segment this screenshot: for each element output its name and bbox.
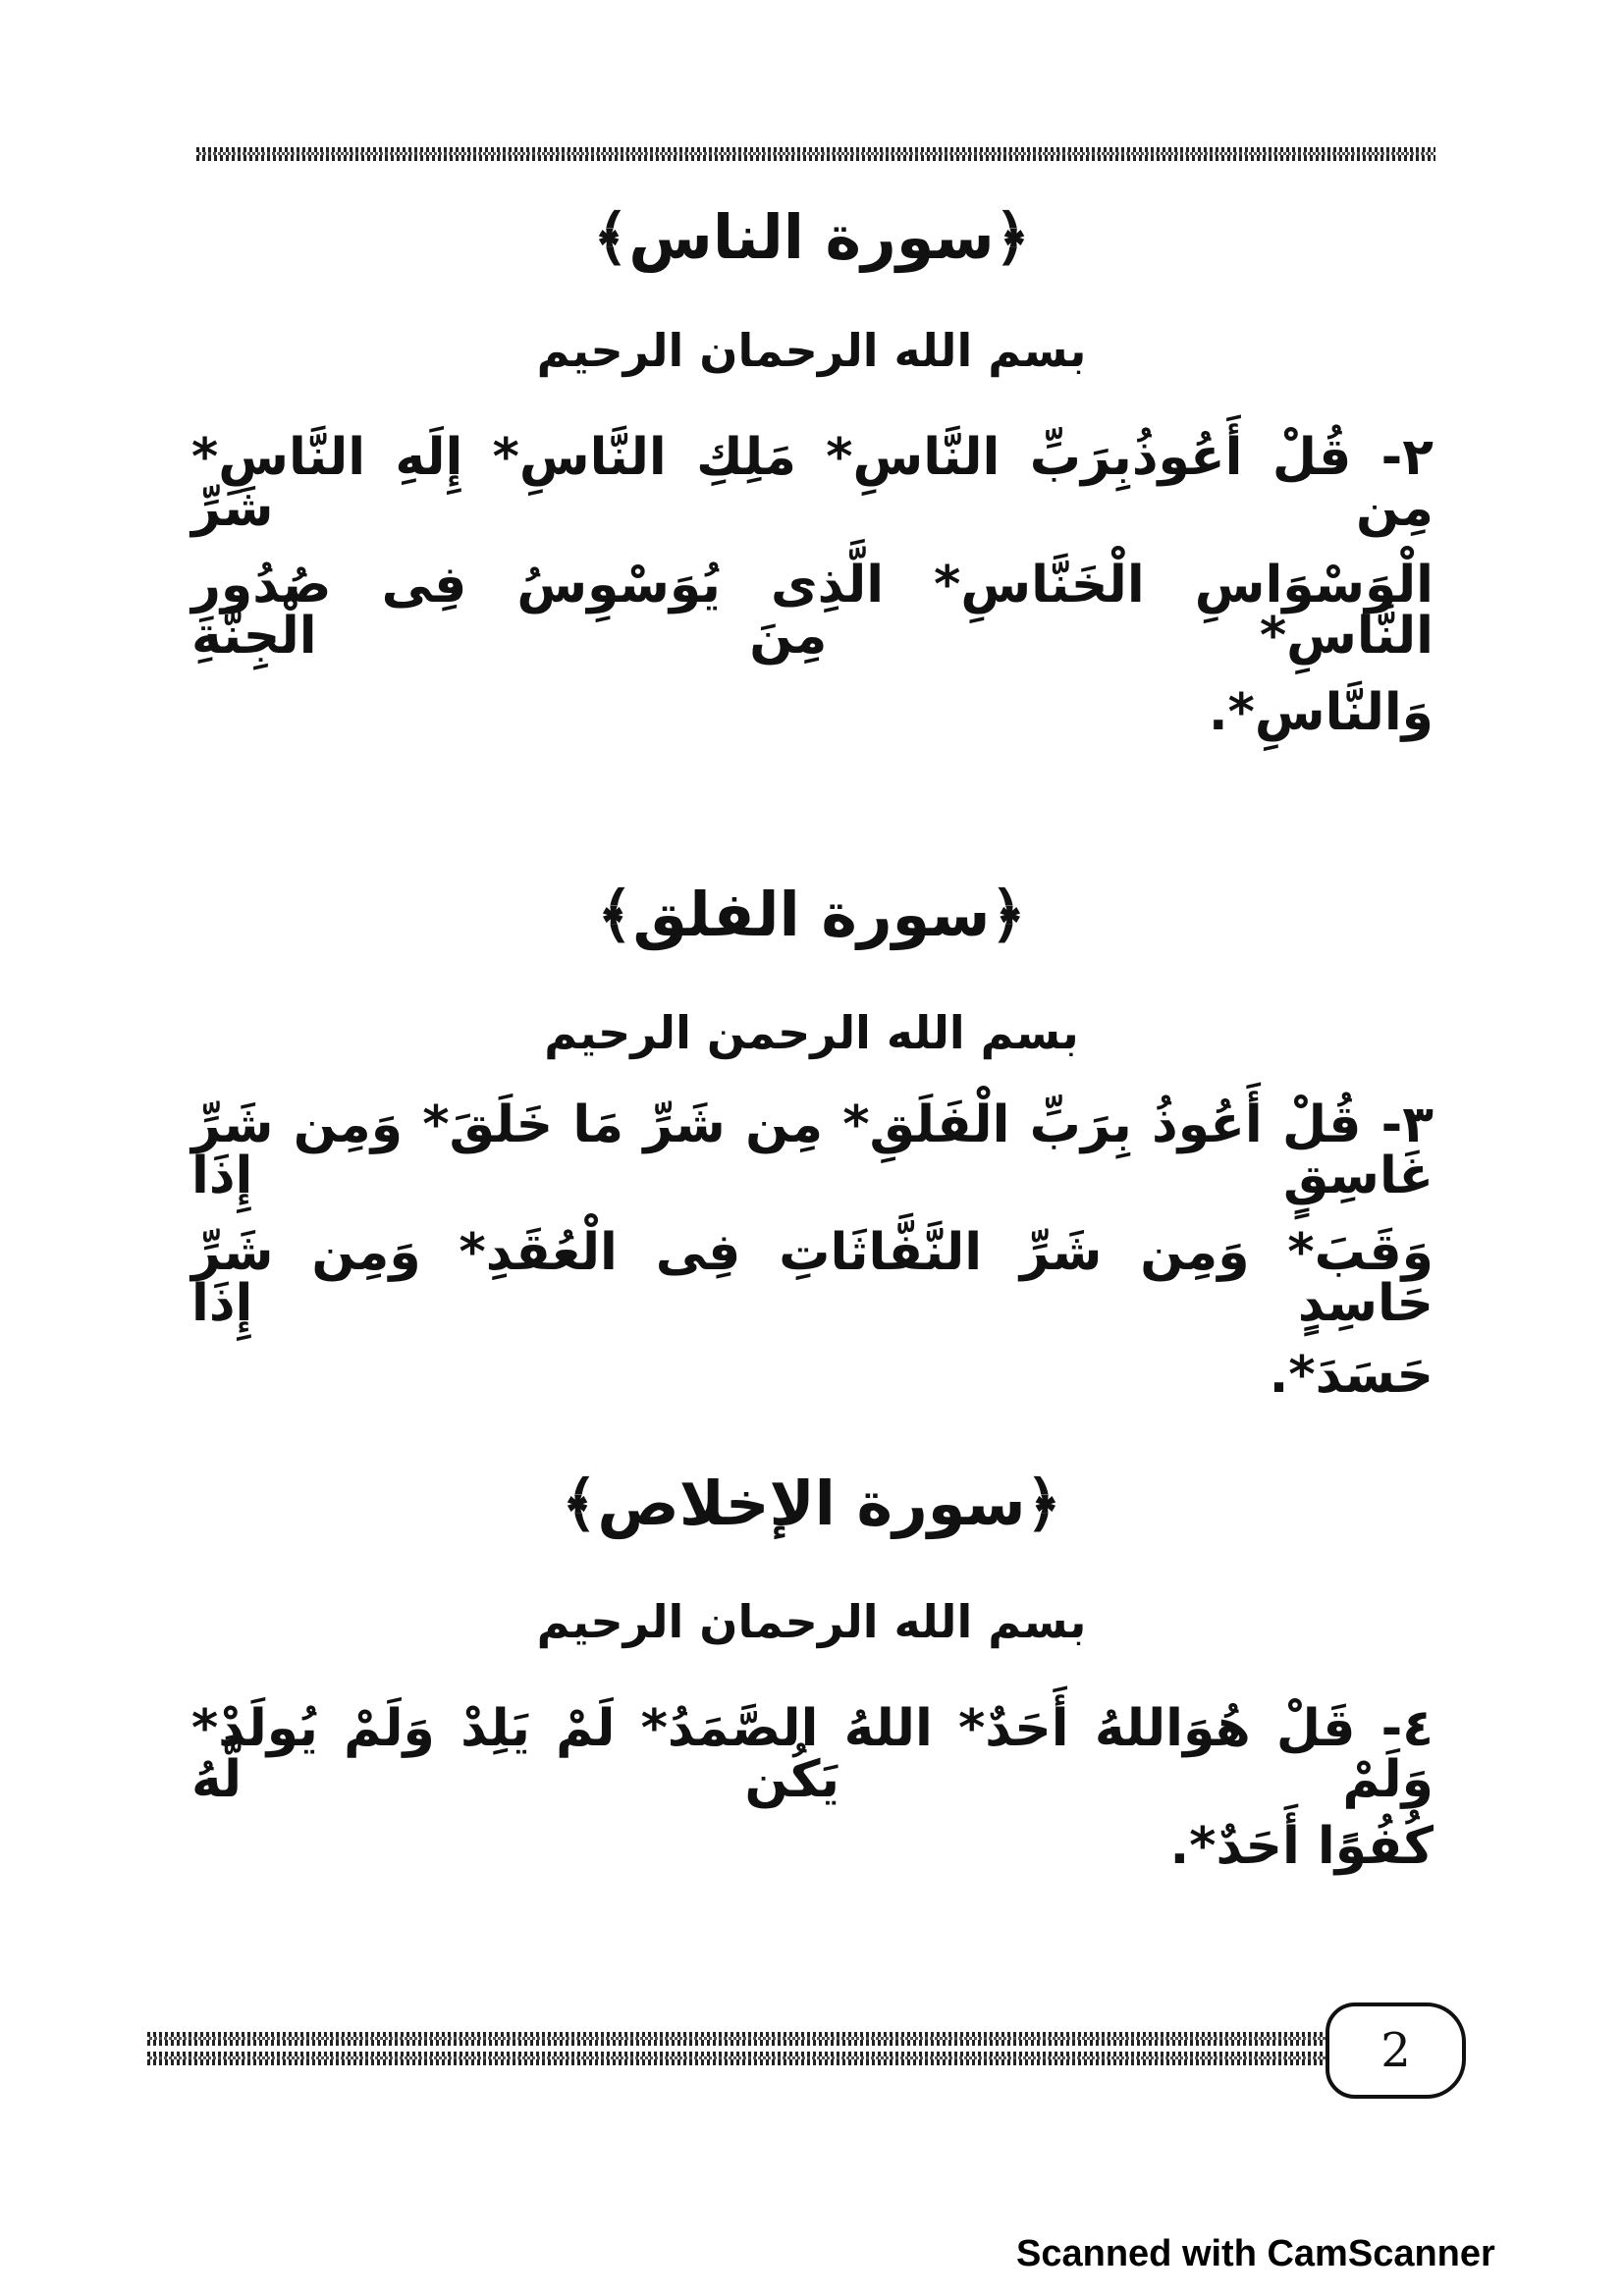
verse-line: حَسَدَ*. [1269,1346,1434,1405]
bottom-ornamental-border [147,2032,1330,2046]
surah-title-al-ikhlas: ﴿سورة الإخلاص﴾ [562,1468,1061,1539]
top-ornamental-border [196,147,1435,161]
basmala: بسم الله الرحمن الرحيم [544,1006,1079,1059]
verse-line: ٢- قُلْ أَعُوذُبِرَبِّ النَّاسِ* مَلِكِ النَّاسِ* إِلَهِ النَّاسِ* مِن شَرِّ [191,428,1434,538]
verse-line: وَقَبَ* وَمِن شَرِّ النَّفَّاثَاتِ فِى الْعُقَدِ* وَمِن شَرِّ حَاسِدٍ إِذَا [191,1223,1434,1333]
verse-line: وَالنَّاسِ*. [1208,683,1434,742]
verse-line: الْوَسْوَاسِ الْخَنَّاسِ* الَّذِى يُوَسْوِسُ فِى صُدُورِ النَّاسِ* مِنَ الْجِنَّةِ [191,556,1434,666]
surah-title-an-nas: ﴿سورة الناس﴾ [592,201,1031,273]
surah-title-al-falaq: ﴿سورة الفلق﴾ [597,879,1026,950]
bottom-ornamental-border [147,2052,1330,2065]
basmala: بسم الله الرحمان الرحيم [536,324,1087,377]
verse-line: ٣- قُلْ أَعُوذُ بِرَبِّ الْفَلَقِ* مِن شَرِّ مَا خَلَقَ* وَمِن شَرِّ غَاسِقٍ إِذَا [191,1095,1434,1205]
page-number: 2 [1325,2002,1466,2099]
verse-line: كُفُوًا أَحَدٌ*. [1169,1817,1434,1876]
camscanner-watermark: Scanned with CamScanner [1016,2233,1495,2274]
basmala: بسم الله الرحمان الرحيم [536,1595,1087,1648]
verse-line: ٤- قَلْ هُوَاللهُ أَحَدٌ* اللهُ الصَّمَدُ* لَمْ يَلِدْ وَلَمْ يُولَدْ* وَلَمْ يَكُن لَّهُ [191,1699,1434,1809]
